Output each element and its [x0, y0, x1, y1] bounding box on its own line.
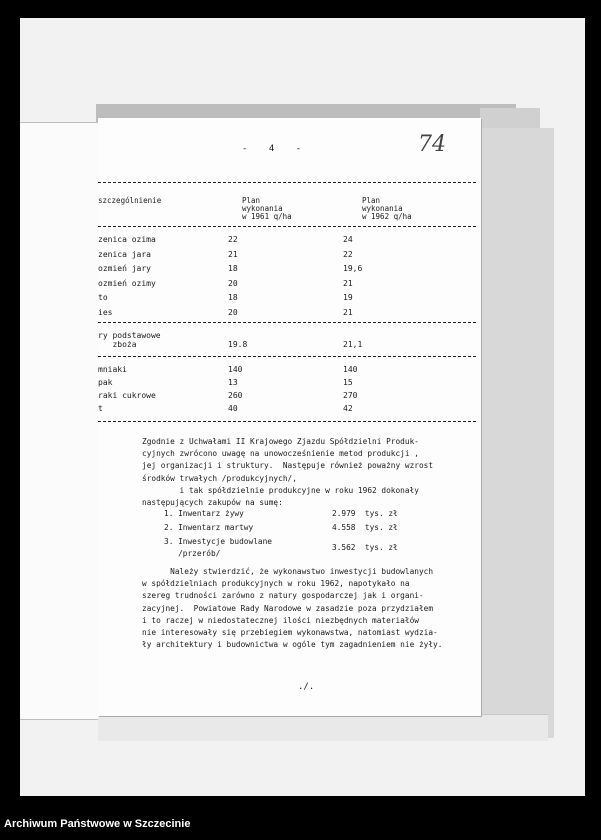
row-label: ozmień jary: [98, 264, 151, 273]
row-value-1962: 19,6: [343, 264, 363, 273]
row-value-1962: 19: [343, 293, 353, 302]
row-value-1961: 18: [228, 293, 238, 302]
table-row: [98, 235, 481, 246]
list-item-unit: tys. zł: [364, 543, 398, 552]
row-value-1961: 260: [228, 391, 243, 400]
list-item-unit: tys. zł: [364, 523, 398, 532]
list-item-amount: 2.979: [332, 509, 356, 518]
row-value-1962: 140: [343, 365, 358, 374]
row-label: pak: [98, 378, 113, 387]
row-label: t: [98, 404, 103, 413]
list-item-number: 2.: [164, 523, 174, 532]
row-value-1961: 21: [228, 249, 238, 259]
background-sheet-top-right: [480, 108, 540, 130]
row-value-1961: 40: [228, 404, 238, 413]
row-label: ies: [98, 307, 113, 317]
list-item-amount: 3.562: [332, 543, 356, 552]
table-row: [98, 404, 481, 415]
column-header-plan-1962: Plan wykonania w 1962 q/ha: [362, 196, 412, 221]
table-rule-bottom: [98, 421, 476, 422]
table-row: [98, 264, 481, 275]
continuation-mark: ./.: [298, 682, 315, 692]
row-value-1961: 22: [228, 235, 238, 244]
row-value-1962: 24: [343, 235, 353, 244]
background-sheet-right: [475, 128, 554, 738]
table-rule-mid2: [98, 356, 476, 357]
row-value-1962: 21,1: [343, 340, 363, 349]
table-row: [98, 308, 481, 319]
table-row: [98, 365, 481, 376]
handwritten-mark: 74: [418, 132, 446, 157]
table-row: [98, 391, 481, 402]
row-value-1961: 18: [228, 264, 238, 273]
row-value-1961: 20: [228, 278, 238, 288]
scan-image: [20, 18, 585, 796]
row-value-1962: 22: [343, 249, 353, 259]
column-header-plan-1961: Plan wykonania w 1961 q/ha: [242, 196, 292, 221]
table-row: [98, 293, 481, 304]
row-label: to: [98, 293, 108, 302]
row-label: zenica ozima: [98, 235, 156, 244]
row-value-1962: 21: [343, 278, 353, 288]
row-label: zenica jara: [98, 249, 151, 259]
list-item-amount: 4.558: [332, 523, 356, 532]
document-page: [98, 118, 481, 716]
archive-footer-label: Archiwum Państwowe w Szczecinie: [4, 818, 191, 830]
row-label: raki cukrowe: [98, 391, 156, 400]
row-value-1961: 13: [228, 378, 238, 387]
list-item-number: 1.: [164, 509, 174, 518]
background-sheet-left: [20, 122, 101, 720]
column-header-item: szczególnienie: [98, 196, 162, 205]
page-number: - 4 -: [242, 144, 310, 154]
table-row: [98, 378, 481, 389]
list-item-unit: tys. zł: [364, 509, 398, 518]
row-label: ry podstawowe zboża: [98, 331, 161, 349]
table-row: [98, 279, 481, 290]
row-value-1962: 15: [343, 378, 353, 387]
list-item-name: Inwestycje budowlane /przerób/: [178, 537, 272, 558]
row-value-1961: 19.8: [228, 340, 248, 349]
list-item-name: Inwentarz martwy: [178, 523, 254, 532]
list-item-name: Inwentarz żywy: [178, 509, 244, 518]
table-rule-mid1: [98, 322, 476, 323]
row-value-1962: 21: [343, 307, 353, 317]
row-label: mniaki: [98, 365, 127, 374]
paragraph-intro: Zgodnie z Uchwałami II Krajowego Zjazdu Spółdzielni Produk- cyjnych zwrócono uwagę na unowocześnienie metod produkcji , jej organizacji i struktury. Następuje również poważny wzrost środków trwałych /produkcyjnych/, i tak spółdzielnie produkcyjne w roku 1962 dokonały następujących zakupów na sumę:: [142, 437, 434, 508]
table-rule-top: [98, 182, 476, 183]
table-row: [98, 250, 481, 261]
row-value-1961: 20: [228, 307, 238, 317]
row-value-1962: 270: [343, 391, 358, 400]
paragraph-investments: Należy stwierdzić, że wykonawstwo inwestycji budowlanych w spółdzielniach produkcyjnych w roku 1962, napotykało na szereg trudności zarówno z natury gospodarczej jak i organi- zacyjnej. Powiatowe Rady Narodowe w zasadzie poza przydziałem i to raczej w niedostatecznej ilości niezbędnych materiałów nie interesowały się przebiegiem wykonawstwa, natomiast wydzia- ły architektury i budownictwa w ogóle tym zagadnieniem nie żyły.: [142, 567, 443, 650]
background-sheet-bottom: [98, 714, 548, 741]
row-label: ozmień ozimy: [98, 278, 156, 288]
list-item-number: 3.: [164, 537, 174, 546]
row-value-1962: 42: [343, 404, 353, 413]
row-value-1961: 140: [228, 365, 243, 374]
table-row-summary: [98, 331, 481, 355]
table-rule-header: [98, 226, 476, 227]
